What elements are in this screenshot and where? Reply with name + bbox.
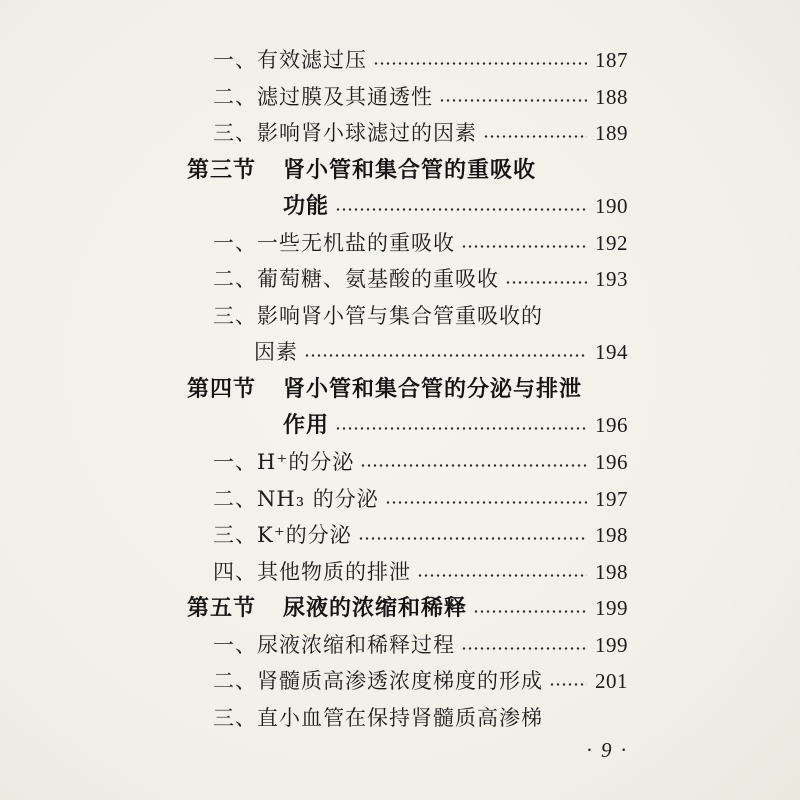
toc-section-label: 第五节 [187,595,257,622]
toc-section-continuation [0,410,628,447]
table-of-contents [0,45,628,739]
toc-entry-page: 196 [595,413,628,438]
toc-entry-page: 198 [595,523,628,548]
toc-entry-page: 193 [595,267,628,292]
dot-leader [335,427,587,430]
dot-leader [483,135,587,138]
toc-entry-page: 201 [595,669,628,694]
toc-entry-title: 一、一些无机盐的重吸收 [213,230,455,255]
dot-leader [549,683,587,686]
toc-entry-title: 二、葡萄糖、氨基酸的重吸收 [213,267,499,292]
toc-entry [0,557,628,594]
toc-entry [0,630,628,667]
toc-entry-page: 196 [595,450,628,475]
toc-section-title: 尿液的浓缩和稀释 [283,595,468,622]
dot-leader [461,647,587,650]
toc-entry-page: 190 [595,194,628,219]
toc-entry [0,82,628,119]
toc-entry [0,666,628,703]
dot-leader [373,62,587,65]
dot-leader [304,354,587,357]
dot-leader [417,574,587,577]
dot-leader [439,99,587,102]
toc-entry [0,118,628,155]
toc-entry-title: 三、K⁺的分泌 [213,523,352,548]
toc-entry [0,484,628,521]
toc-entry-page: 189 [595,121,628,146]
dot-leader [473,610,587,613]
toc-section-label: 第三节 [187,156,257,183]
toc-entry-page: 188 [595,84,628,109]
dot-leader [461,245,587,248]
toc-section-title: 肾小管和集合管的分泌与排泄 [283,375,583,402]
dot-leader [335,208,587,211]
toc-entry-title: 因素 [254,340,298,365]
dot-leader [358,537,587,540]
toc-entry-page: 198 [595,559,628,584]
toc-entry [0,301,628,338]
toc-entry [0,703,628,740]
toc-entry-title: 作用 [283,412,330,439]
toc-entry-title: 三、直小血管在保持肾髓质高渗梯 [213,705,543,730]
toc-entry-page: 194 [595,340,628,365]
toc-section-heading [0,155,628,192]
toc-entry [0,447,628,484]
toc-entry [0,264,628,301]
toc-entry-title: 三、影响肾小管与集合管重吸收的 [213,303,543,328]
toc-section-label: 第四节 [187,375,257,402]
toc-entry-title: 一、有效滤过压 [213,48,367,72]
toc-entry-page: 187 [595,48,628,72]
toc-entry [0,520,628,557]
toc-entry [0,228,628,265]
toc-entry-title: 一、H⁺的分泌 [213,450,355,475]
toc-entry-title: 二、肾髓质高渗透浓度梯度的形成 [213,669,543,694]
toc-entry-page: 199 [595,596,628,621]
toc-entry-page: 197 [595,486,628,511]
toc-entry-title: 三、影响肾小球滤过的因素 [213,121,477,146]
toc-entry-title: 功能 [283,193,330,220]
toc-section-title: 肾小管和集合管的重吸收 [283,156,537,183]
toc-section-heading [0,593,628,630]
toc-entry-title: 四、其他物质的排泄 [213,559,411,584]
dot-leader [505,281,587,284]
toc-entry-title: 二、滤过膜及其通透性 [213,84,433,109]
toc-entry-title: 二、NH₃ 的分泌 [213,486,379,511]
toc-section-heading [0,374,628,411]
toc-entry-page: 192 [595,230,628,255]
toc-entry-continuation [0,337,628,374]
dot-leader [360,464,587,467]
toc-entry-page: 199 [595,632,628,657]
toc-entry [0,45,628,82]
page-number: · 9 · [586,738,628,762]
toc-section-continuation [0,191,628,228]
dot-leader [385,501,587,504]
toc-entry-title: 一、尿液浓缩和稀释过程 [213,632,455,657]
